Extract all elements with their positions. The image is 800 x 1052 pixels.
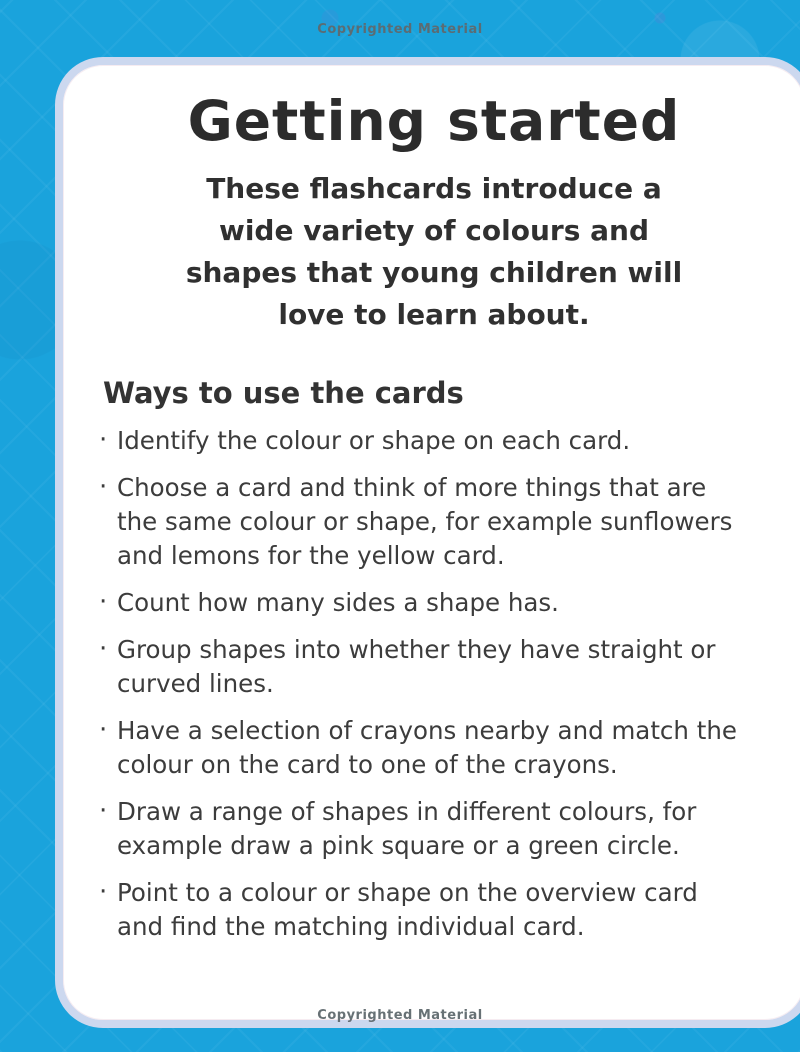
bullet-dot: · <box>99 795 108 826</box>
bullet-dot: · <box>99 586 108 617</box>
page-title: Getting started <box>187 89 681 153</box>
bullet-item <box>99 471 747 573</box>
bullet-dot: · <box>99 714 108 745</box>
bullet-dot: · <box>99 633 108 664</box>
bullet-item <box>99 795 747 863</box>
intro-line: These flashcards introduce a <box>206 171 662 205</box>
bullet-item <box>99 424 747 458</box>
bullet-text: Have a selection of crayons nearby and match the colour on the card to one of the crayons. <box>117 715 737 779</box>
bullet-dot: · <box>99 424 108 455</box>
bullet-dot: · <box>99 471 108 502</box>
instruction-card <box>55 57 800 1028</box>
intro-line: love to learn about. <box>278 297 590 331</box>
usage-bullet-list <box>97 424 771 944</box>
bullet-item <box>99 633 747 701</box>
bullet-item <box>99 714 747 782</box>
bullet-text: Point to a colour or shape on the overview card and find the matching individual card. <box>117 877 698 941</box>
intro-paragraph <box>97 168 771 336</box>
bullet-item <box>99 586 747 620</box>
section-heading: Ways to use the cards <box>103 375 464 410</box>
intro-line: wide variety of colours and <box>218 213 650 247</box>
bullet-text: Draw a range of shapes in different colours, for example draw a pink square or a green circle. <box>117 796 697 860</box>
copyright-notice-top: Copyrighted Material <box>317 22 483 37</box>
bullet-dot: · <box>99 876 108 907</box>
bullet-text: Choose a card and think of more things that are the same colour or shape, for example sunflowers and lemons for the yellow card. <box>117 472 733 570</box>
bullet-text: Identify the colour or shape on each card. <box>117 425 631 455</box>
bullet-text: Count how many sides a shape has. <box>117 587 559 617</box>
bullet-text: Group shapes into whether they have straight or curved lines. <box>117 634 716 698</box>
intro-line: shapes that young children will <box>185 255 683 289</box>
copyright-notice-bottom: Copyrighted Material <box>317 1008 483 1023</box>
bullet-item <box>99 876 747 944</box>
